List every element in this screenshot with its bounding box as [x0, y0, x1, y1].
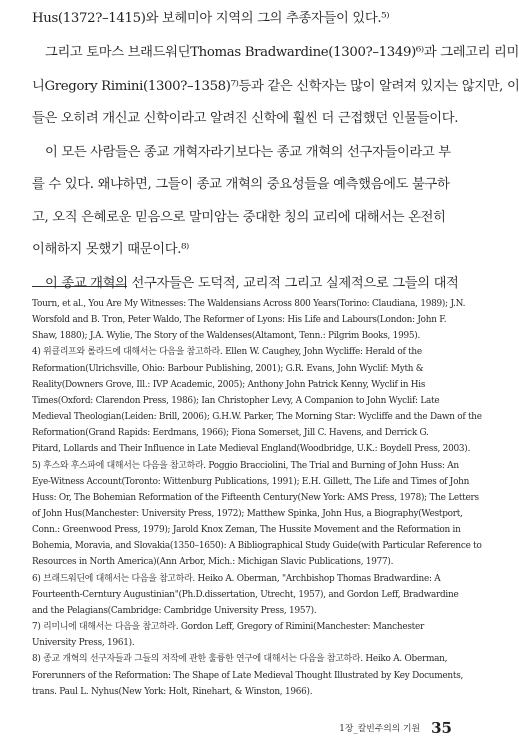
footnote-line: Tourn, et al., You Are My Witnesses: The Waldensians Across 800 Years(Torino: Claudiana, 1989); J.N. [32, 299, 466, 309]
footnote-line: 4) 위클리프와 롤라드에 대해서는 다음을 참고하라. Ellen W. Caughey, John Wycliffe: Herald of the [32, 347, 422, 358]
footnote-line: Worsfold and B. Tron, Peter Waldo, The Reformer of Lyons: His Life and Labours(London: John F. [32, 315, 447, 326]
footnote-line: and the Pelagians(Cambridge: Cambridge University Press, 1957). [32, 605, 317, 616]
footnote-divider [32, 286, 127, 287]
footnote-line: 8) 종교 개혁의 선구자들과 그들의 저작에 관한 훌륭한 연구에 대해서는 다음을 참고하라. Heiko A. Oberman, [32, 654, 448, 665]
footnote-line: Bohemia, Moravia, and Slovakia(1350–1650): A Bibliographical Study Guide(with Particular Reference to [32, 541, 482, 552]
footnote-line: 7) 리미니에 대해서는 다음을 참고하라. Gordon Leff, Gregory of Rimini(Manchester: Manchester [32, 622, 424, 632]
body-line: 이 종교 개혁의 선구자들은 도덕적, 교리적 그리고 실제적으로 그들의 대적 [32, 276, 459, 291]
footnote-line: Pitard, Lollards and Their Influence in Late Medieval England(Woodbridge, U.K.: Boydell Press, 2003). [32, 444, 471, 455]
body-line: 를 수 있다. 왜냐하면, 그들이 종교 개혁의 중요성들을 예측했음에도 불구하 [32, 177, 450, 192]
running-footer-chapter: 1장_칼빈주의의 기원 [339, 724, 421, 734]
footnote-line: 6) 브래드워딘에 대해서는 다음을 참고하라. Heiko A. Oberman, "Archbishop Thomas Bradwardine: A [32, 573, 441, 584]
footnote-line: Times(Oxford: Clarendon Press, 1986); Ian Christopher Levy, A Companion to John Wyclif: Late [32, 395, 440, 406]
footnote-line: Reformation(Ulrichsville, Ohio: Barbour Publishing, 2001); G.R. Evans, John Wyclif: Myth & [32, 363, 424, 374]
footnote-line: Eye-Witness Account(Toronto: Wittenburg Publications, 1991); E.H. Gillett, The Life and Times of John [32, 476, 470, 487]
footnote-line: Shaw, 1880); J.A. Wylie, The Story of the Waldenses(Altamont, Tenn.: Pilgrim Books, 1995). [32, 331, 421, 342]
body-line: Hus(1372?–1415)와 보헤미아 지역의 그의 추종자들이 있다.⁵⁾ [32, 11, 390, 26]
footnote-line: Conn.: Greenwood Press, 1979); Jarold Knox Zeman, The Hussite Movement and the Reformation in [32, 525, 461, 536]
body-line: 들은 오히려 개신교 신학이라고 알려진 신학에 훨씬 더 근접했던 인물들이다. [32, 111, 459, 126]
footnote-line: trans. Paul L. Nyhus(New York: Holt, Rinehart, & Winston, 1966). [32, 686, 313, 697]
body-line: 이 모든 사람들은 종교 개혁자라기보다는 종교 개혁의 선구자들이라고 부 [32, 145, 451, 160]
body-line: 고, 오직 은혜로운 믿음으로 말미암는 중대한 칭의 교리에 대해서는 온전히 [32, 210, 446, 225]
footnote-line: Resources in North America)(Ann Arbor, Mich.: Michigan Slavic Publications, 1977). [32, 557, 394, 568]
footnote-line: Forerunners of the Reformation: The Shape of Late Medieval Thought Illustrated by Key Documents, [32, 670, 464, 681]
page-footer [300, 717, 452, 737]
footnote-line: Medieval Theologian(Leiden: Brill, 2006); G.H.W. Parker, The Morning Star: Wycliffe and the Dawn of the [32, 412, 482, 422]
body-line: 그리고 토마스 브래드워딘Thomas Bradwardine(1300?–1349)⁶⁾과 그레고리 리미 [32, 45, 519, 60]
footnote-line: Reality(Downers Grove, Ill.: IVP Academic, 2005); Anthony John Patrick Kenny, Wyclif in His [32, 379, 426, 390]
body-line: 이해하지 못했기 때문이다.⁸⁾ [32, 242, 189, 257]
footnote-line: 5) 후스와 후스파에 대해서는 다음을 참고하라. Poggio Bracciolini, The Trial and Burning of John Huss: An [32, 460, 459, 471]
footnote-line: University Press, 1961). [32, 638, 135, 649]
body-line: 니Gregory Rimini(1300?–1358)⁷⁾등과 같은 신학자는 많이 알려져 있지는 않지만, 이 [32, 79, 519, 94]
footnote-line: Huss: Or, The Bohemian Reformation of the Fifteenth Century(New York: AMS Press, 1978); The Letters [32, 492, 479, 503]
footnote-line: Fourteenth-Cerntury Augustinian"(Ph.D.dissertation, Utrecht, 1957), and Gordon Leff, Bradwardine [32, 589, 459, 600]
page-number: 35 [431, 718, 452, 737]
footnote-line: Reformation(Grand Rapids: Eerdmans, 1966); Fiona Somerset, Jill C. Havens, and Derrick G. [32, 428, 429, 439]
footnote-line: of John Hus(Manchester: University Press, 1972); Matthew Spinka, John Hus, a Biography(Westport, [32, 508, 463, 519]
